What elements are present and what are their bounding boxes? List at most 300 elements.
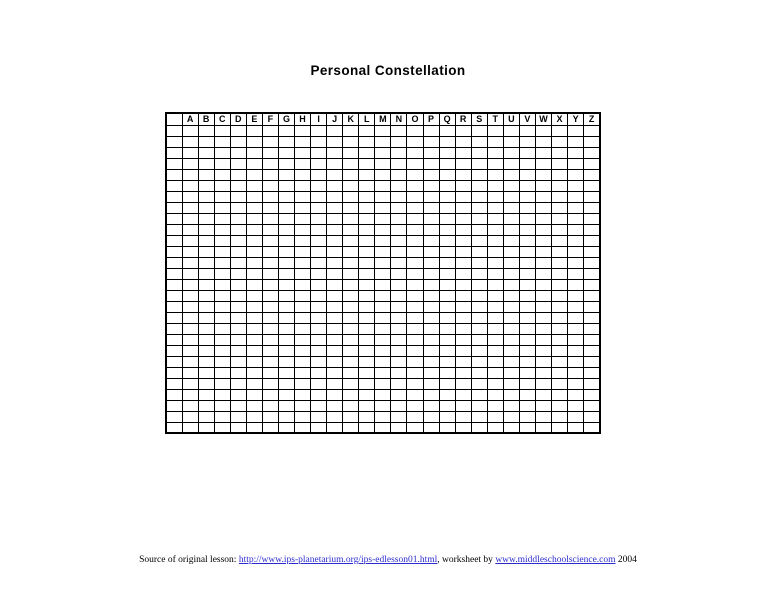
grid-cell [343,224,359,235]
grid-cell [503,345,519,356]
grid-cell [375,356,391,367]
grid-cell [198,235,214,246]
grid-cell [327,235,343,246]
grid-cell [391,191,407,202]
grid-cell [278,235,294,246]
grid-cell [503,389,519,400]
grid-cell [359,202,375,213]
grid-cell [391,147,407,158]
grid-cell [568,202,584,213]
grid-cell [519,334,535,345]
grid-cell [182,180,198,191]
grid-cell [519,400,535,411]
grid-cell [391,389,407,400]
grid-cell [584,202,600,213]
grid-cell [503,191,519,202]
grid-cell [391,180,407,191]
grid-cell [584,334,600,345]
grid-cell [455,290,471,301]
grid-cell [278,389,294,400]
grid-cell [214,191,230,202]
row-label-cell [166,323,182,334]
grid-cell [230,202,246,213]
grid-row [166,158,600,169]
grid-cell [295,411,311,422]
grid-cell [535,389,551,400]
grid-cell [584,213,600,224]
grid-cell [214,301,230,312]
grid-cell [311,312,327,323]
grid-cell [359,147,375,158]
grid-cell [359,334,375,345]
grid-cell [584,136,600,147]
grid-cell [471,378,487,389]
column-header-y: Y [568,113,584,125]
grid-cell [568,356,584,367]
column-header-o: O [407,113,423,125]
constellation-grid [165,112,601,434]
grid-cell [295,334,311,345]
row-label-cell [166,345,182,356]
grid-cell [584,169,600,180]
grid-cell [471,356,487,367]
grid-cell [311,235,327,246]
grid-cell [455,422,471,433]
grid-cell [327,290,343,301]
grid-cell [230,367,246,378]
grid-cell [214,224,230,235]
row-label-cell [166,246,182,257]
grid-cell [503,323,519,334]
grid-cell [375,411,391,422]
grid-cell [278,301,294,312]
grid-cell [487,290,503,301]
grid-cell [423,301,439,312]
grid-cell [359,312,375,323]
grid-cell [198,257,214,268]
grid-cell [535,180,551,191]
grid-cell [262,389,278,400]
grid-cell [246,378,262,389]
grid-cell [471,323,487,334]
grid-cell [552,334,568,345]
grid-row [166,290,600,301]
grid-cell [230,180,246,191]
grid-cell [295,400,311,411]
grid-cell [262,345,278,356]
column-header-row [166,113,600,125]
grid-cell [519,169,535,180]
grid-cell [407,268,423,279]
grid-cell [311,301,327,312]
grid-cell [423,202,439,213]
row-label-cell [166,169,182,180]
grid-cell [455,312,471,323]
grid-cell [535,158,551,169]
grid-cell [182,257,198,268]
grid-cell [439,235,455,246]
grid-cell [455,411,471,422]
grid-cell [343,378,359,389]
grid-cell [182,334,198,345]
grid-cell [182,147,198,158]
grid-cell [568,389,584,400]
grid-cell [519,246,535,257]
grid-cell [295,367,311,378]
grid-cell [568,136,584,147]
row-label-cell [166,147,182,158]
grid-cell [503,334,519,345]
grid-cell [391,334,407,345]
grid-cell [230,378,246,389]
grid-cell [214,400,230,411]
grid-cell [519,389,535,400]
worksheet-author-link[interactable]: www.middleschoolscience.com [495,555,616,565]
grid-cell [584,389,600,400]
grid-cell [230,334,246,345]
grid-cell [568,235,584,246]
grid-cell [246,279,262,290]
grid-cell [423,235,439,246]
grid-cell [552,389,568,400]
grid-cell [471,290,487,301]
grid-cell [311,191,327,202]
column-header-e: E [246,113,262,125]
grid-cell [487,323,503,334]
grid-cell [359,411,375,422]
grid-cell [471,180,487,191]
grid-cell [471,224,487,235]
grid-cell [391,257,407,268]
grid-cell [519,411,535,422]
grid-row [166,147,600,158]
grid-cell [198,323,214,334]
grid-cell [375,235,391,246]
column-header-k: K [343,113,359,125]
grid-cell [182,213,198,224]
column-header-q: Q [439,113,455,125]
grid-cell [182,389,198,400]
grid-cell [262,356,278,367]
grid-cell [439,378,455,389]
grid-cell [327,279,343,290]
grid-cell [182,246,198,257]
grid-cell [359,279,375,290]
grid-cell [439,290,455,301]
grid-cell [278,345,294,356]
grid-cell [246,422,262,433]
grid-cell [246,400,262,411]
grid-cell [359,180,375,191]
grid-cell [487,136,503,147]
grid-cell [503,290,519,301]
grid-cell [278,125,294,136]
grid-cell [519,224,535,235]
grid-cell [471,246,487,257]
grid-cell [407,224,423,235]
grid-cell [423,169,439,180]
grid-cell [552,345,568,356]
grid-cell [359,136,375,147]
grid-cell [471,367,487,378]
column-header-j: J [327,113,343,125]
grid-row [166,279,600,290]
grid-cell [391,213,407,224]
grid-cell [375,279,391,290]
grid-cell [568,345,584,356]
grid-cell [230,411,246,422]
grid-cell [391,356,407,367]
grid-cell [407,290,423,301]
grid-cell [214,323,230,334]
grid-cell [327,180,343,191]
grid-cell [503,235,519,246]
grid-cell [182,169,198,180]
grid-cell [230,345,246,356]
grid-cell [182,323,198,334]
grid-cell [311,147,327,158]
grid-cell [343,290,359,301]
grid-cell [359,191,375,202]
grid-cell [584,323,600,334]
grid-cell [503,279,519,290]
grid-cell [182,191,198,202]
grid-cell [311,334,327,345]
grid-cell [246,257,262,268]
grid-cell [311,125,327,136]
grid-cell [246,136,262,147]
grid-cell [327,334,343,345]
year-text: 2004 [615,555,637,565]
grid-cell [503,136,519,147]
grid-cell [535,422,551,433]
grid-cell [246,180,262,191]
grid-cell [262,158,278,169]
grid-cell [552,378,568,389]
grid-cell [584,378,600,389]
grid-cell [535,312,551,323]
grid-cell [262,180,278,191]
grid-cell [343,235,359,246]
grid-cell [375,378,391,389]
grid-cell [182,400,198,411]
grid-cell [182,378,198,389]
grid-cell [519,147,535,158]
grid-cell [295,345,311,356]
grid-cell [584,147,600,158]
grid-cell [327,312,343,323]
lesson-source-link[interactable]: http://www.ips-planetarium.org/ips-edlesson01.html [238,555,438,565]
grid-row [166,378,600,389]
grid-cell [471,411,487,422]
grid-cell [503,268,519,279]
grid-cell [439,169,455,180]
grid-cell [568,257,584,268]
column-header-a: A [182,113,198,125]
grid-cell [311,246,327,257]
grid-cell [198,279,214,290]
grid-cell [230,389,246,400]
grid-cell [471,257,487,268]
grid-cell [230,323,246,334]
grid-cell [503,378,519,389]
grid-cell [230,246,246,257]
grid-cell [327,202,343,213]
grid-cell [471,125,487,136]
grid-cell [198,169,214,180]
grid-cell [182,312,198,323]
grid-cell [535,378,551,389]
grid-cell [519,180,535,191]
grid-cell [568,268,584,279]
grid-cell [246,334,262,345]
grid-cell [295,389,311,400]
grid-cell [182,345,198,356]
grid-cell [552,301,568,312]
grid-cell [182,290,198,301]
grid-cell [230,213,246,224]
grid-cell [214,367,230,378]
grid-cell [423,345,439,356]
grid-cell [246,169,262,180]
grid-cell [455,356,471,367]
row-label-cell [166,279,182,290]
grid-cell [327,257,343,268]
grid-cell [343,180,359,191]
grid-cell [182,356,198,367]
grid-cell [327,367,343,378]
grid-cell [439,301,455,312]
grid-cell [182,224,198,235]
grid-cell [327,400,343,411]
grid-cell [262,257,278,268]
constellation-table [165,112,601,434]
grid-cell [198,389,214,400]
grid-cell [214,290,230,301]
grid-cell [535,411,551,422]
grid-cell [455,378,471,389]
grid-row [166,213,600,224]
grid-cell [311,158,327,169]
grid-row [166,169,600,180]
grid-cell [471,422,487,433]
grid-cell [391,411,407,422]
grid-cell [375,246,391,257]
grid-row [166,345,600,356]
grid-cell [262,290,278,301]
row-label-cell [166,422,182,433]
grid-cell [262,235,278,246]
grid-cell [278,378,294,389]
grid-cell [359,367,375,378]
grid-cell [214,213,230,224]
grid-cell [262,125,278,136]
grid-cell [327,169,343,180]
grid-cell [359,356,375,367]
column-header-h: H [295,113,311,125]
grid-cell [552,147,568,158]
worksheet-by-text: , worksheet by [437,555,496,565]
grid-cell [552,169,568,180]
grid-cell [343,191,359,202]
grid-cell [311,422,327,433]
grid-cell [198,125,214,136]
grid-cell [407,323,423,334]
grid-cell [295,125,311,136]
grid-cell [423,136,439,147]
grid-cell [278,147,294,158]
grid-cell [343,169,359,180]
grid-cell [295,191,311,202]
grid-cell [214,235,230,246]
grid-cell [198,312,214,323]
grid-cell [503,202,519,213]
grid-cell [535,400,551,411]
grid-cell [246,202,262,213]
grid-cell [407,147,423,158]
grid-cell [552,279,568,290]
grid-cell [471,312,487,323]
grid-cell [327,356,343,367]
grid-cell [455,389,471,400]
grid-cell [375,257,391,268]
grid-row [166,323,600,334]
grid-cell [343,279,359,290]
grid-cell [311,257,327,268]
grid-cell [278,213,294,224]
grid-cell [535,257,551,268]
grid-cell [262,213,278,224]
grid-cell [471,191,487,202]
grid-cell [262,202,278,213]
grid-cell [391,202,407,213]
grid-cell [584,224,600,235]
grid-row [166,422,600,433]
grid-cell [439,158,455,169]
grid-cell [278,290,294,301]
grid-cell [230,422,246,433]
grid-cell [343,268,359,279]
column-header-f: F [262,113,278,125]
column-header-c: C [214,113,230,125]
grid-cell [214,136,230,147]
grid-cell [568,422,584,433]
grid-cell [407,400,423,411]
grid-cell [503,312,519,323]
grid-cell [311,411,327,422]
grid-cell [391,312,407,323]
grid-cell [407,257,423,268]
grid-cell [407,180,423,191]
grid-cell [230,312,246,323]
grid-cell [535,169,551,180]
grid-cell [487,147,503,158]
grid-cell [214,422,230,433]
grid-cell [455,169,471,180]
grid-cell [246,246,262,257]
grid-cell [230,125,246,136]
grid-cell [278,191,294,202]
grid-cell [214,389,230,400]
grid-cell [423,422,439,433]
row-label-cell [166,400,182,411]
grid-cell [568,213,584,224]
grid-cell [487,268,503,279]
grid-row [166,246,600,257]
grid-cell [295,257,311,268]
grid-cell [262,323,278,334]
grid-cell [214,147,230,158]
